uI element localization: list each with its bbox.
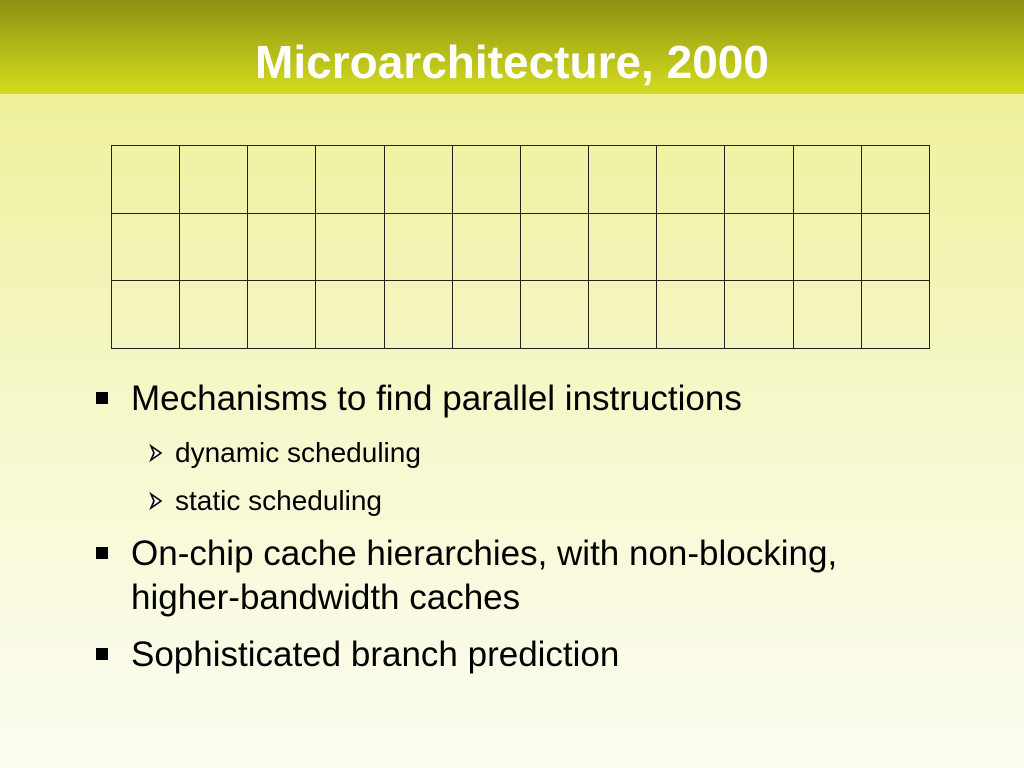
arrow-bullet-icon [146,443,166,463]
bullet-text-line-1: On-chip cache hierarchies, with non-blocking, [131,534,838,573]
bullet-text: Mechanisms to find parallel instructions [131,379,742,418]
arrow-bullet-icon [146,491,166,511]
sub-bullet-text: static scheduling [175,485,383,516]
bullet-text-line-2: higher-bandwidth caches [131,578,521,617]
square-bullet-icon [96,392,108,404]
slide-title: Microarchitecture, 2000 [255,36,769,88]
bullet-text: Sophisticated branch prediction [131,635,620,674]
square-bullet-icon [96,547,108,559]
square-bullet-icon [96,648,108,660]
sub-bullet-text: dynamic scheduling [175,437,421,468]
